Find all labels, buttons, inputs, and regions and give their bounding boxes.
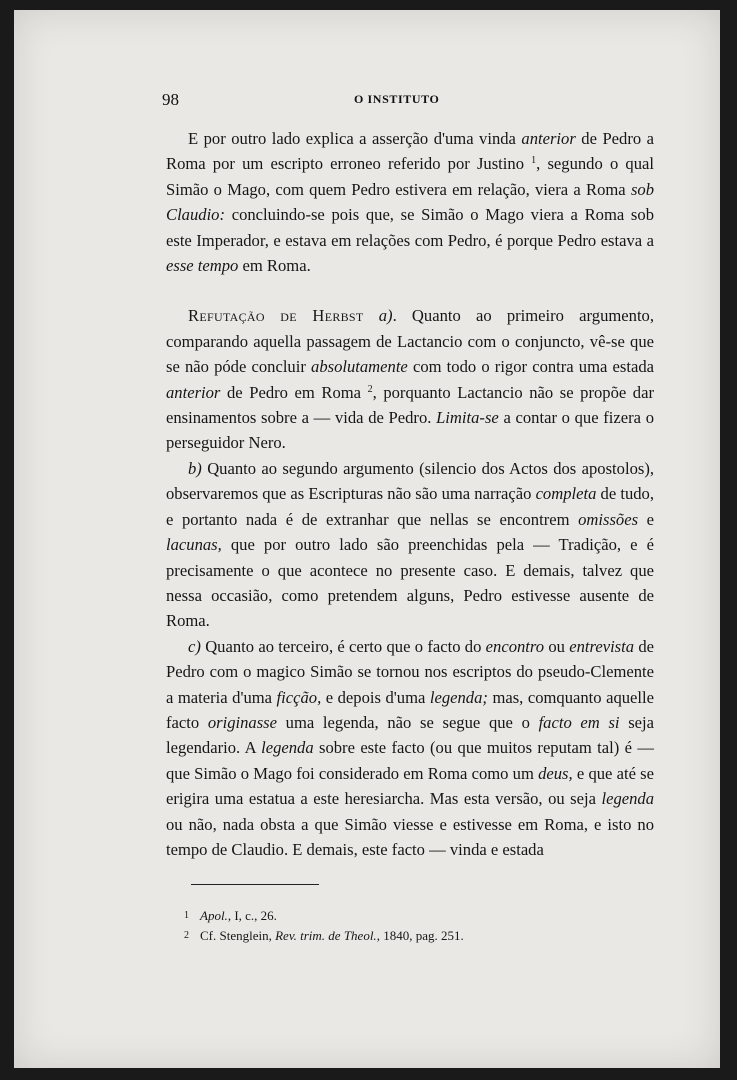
text-run: a contar o que fizera o perseguidor Nero.: [166, 408, 654, 453]
text-run: de Pedro a Roma por um escripto erroneo referido por Justino: [166, 129, 655, 174]
text-run: [364, 306, 379, 325]
text-run: com todo o rigor contra uma estada: [407, 357, 654, 377]
body-text: [166, 126, 654, 862]
text-run: . Quanto ao primeiro argumento, comparando aquella passagem de Lactancio com o conjuncto, vê-se que se não póde concluir: [166, 306, 654, 377]
book-page: [14, 10, 720, 1068]
text-run: Quanto ao terceiro, é certo que o facto do: [200, 636, 486, 656]
paragraph-3: [166, 456, 654, 634]
text-run: e que até se erigira uma estatua a este heresiarcha. Mas esta versão, ou seja: [166, 763, 654, 809]
text-run: ou: [544, 636, 570, 656]
italic-run: omissões: [578, 509, 639, 529]
italic-run: sob Claudio:: [166, 179, 654, 225]
text-run: concluindo-se pois que, se Simão o Mago viera a Roma sob este Imperador, e estava em relações com Pedro, é porque Pedro estava a: [166, 205, 654, 250]
italic-run: legenda;: [429, 687, 488, 707]
footnote-text: , I, c., 26.: [227, 908, 277, 923]
italic-run: encontro: [485, 636, 545, 656]
text-run: ou não, nada obsta a que Simão viesse e estivesse em Roma, e isto no tempo de Claudio. E demais, este facto — vinda e estada: [166, 814, 654, 859]
text-run: , segundo o qual Simão o Mago, com quem Pedro estivera em relação, viera a Roma: [166, 154, 654, 199]
paragraph-2: [166, 303, 654, 455]
text-run: seja legendario. A: [166, 712, 654, 758]
footnote-italic: Rev. trim. de Theol.: [275, 928, 377, 943]
text-run: de tudo, e portanto nada é de extranhar que nellas se encontrem: [166, 484, 655, 529]
list-marker: b): [188, 458, 202, 478]
italic-run: anterior: [166, 382, 221, 402]
text-run: , porquanto Lactancio não se propõe dar ensinamentos sobre a — vida de Pedro.: [166, 382, 654, 428]
text-run: sobre este facto (ou que muitos reputam tal) é — que Simão o Mago foi considerado em Roma como um: [166, 738, 654, 783]
paragraph-4: [166, 634, 654, 863]
text-run: E por outro lado explica a asserção d'uma vinda: [188, 129, 522, 148]
page-header: [14, 90, 720, 114]
page-number: 98: [162, 90, 179, 109]
running-title: O INSTITUTO: [354, 92, 440, 106]
text-run: que por outro lado são preenchidas pela — Tradição, e é precisamente o que acontece no presente caso. E demais, talvez que nessa occasião, como pretendem alguns, Pedro estivesse ausente de Roma.: [166, 535, 654, 631]
footnotes: [184, 906, 644, 946]
footnote-text: , 1840, pag. 251.: [376, 928, 464, 943]
italic-run: deus,: [538, 763, 573, 783]
italic-run: ficção,: [276, 687, 322, 707]
italic-run: anterior: [521, 129, 576, 148]
footnote-number: 2: [184, 930, 189, 941]
italic-run: legenda: [261, 738, 314, 758]
paragraph-1: [166, 126, 654, 278]
list-marker: c): [188, 636, 201, 656]
italic-run: completa: [535, 484, 597, 504]
section-heading: Refutação de Herbst: [188, 306, 364, 326]
italic-run: absolutamente: [311, 357, 408, 377]
text-run: Quanto ao segundo argumento (silencio dos Actos dos apostolos), observaremos que as Escripturas não são uma narração: [166, 458, 654, 504]
italic-run: entrevista: [569, 636, 635, 656]
italic-run: lacunas,: [166, 535, 222, 555]
italic-run: originasse: [207, 712, 277, 732]
italic-run: facto em si: [538, 712, 620, 732]
footnote-1: [184, 906, 644, 926]
text-run: e depois d'uma: [321, 687, 430, 707]
text-run: uma legenda, não se segue que o: [277, 712, 539, 732]
footnote-divider: [191, 884, 319, 885]
footnote-number: 1: [184, 910, 189, 921]
footnote-ref-2[interactable]: 2: [367, 383, 373, 395]
text-run: de Pedro em Roma: [220, 382, 368, 402]
footnote-text: Cf. Stenglein,: [200, 928, 276, 943]
footnote-ref-1[interactable]: 1: [531, 155, 537, 167]
italic-run: esse tempo: [166, 256, 239, 276]
italic-run: Limita-se: [436, 408, 499, 428]
italic-run: legenda: [601, 789, 654, 809]
text-run: em Roma.: [238, 256, 311, 276]
text-run: de Pedro com o magico Simão se tornou nos escriptos do pseudo-Clemente a materia d'uma: [166, 636, 654, 707]
footnote-2: [184, 926, 644, 946]
footnote-italic: Apol.: [200, 908, 228, 923]
italic-run: a): [378, 306, 393, 326]
text-run: e: [638, 509, 655, 529]
text-run: mas, comquanto aquelle facto: [166, 687, 654, 732]
